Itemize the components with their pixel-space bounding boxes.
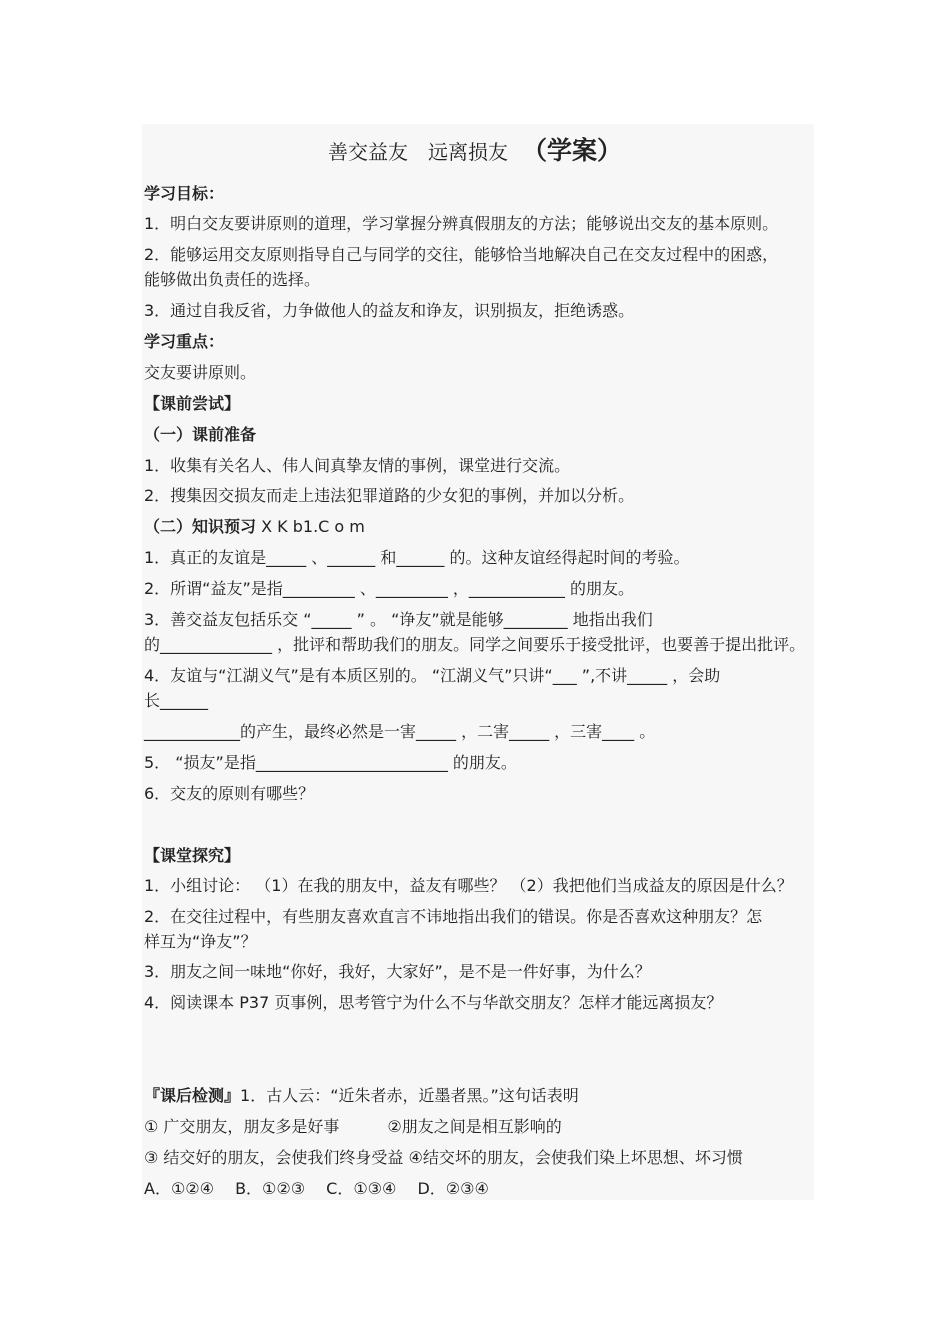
- prep-item: 1．收集有关名人、伟人间真挚友情的事例，课堂进行交流。: [144, 456, 571, 475]
- title-tag: （学案）: [521, 136, 622, 165]
- explore-item: 2．在交往过程中，有些朋友喜欢直言不讳地指出我们的错误。你是否喜欢这种朋友？怎: [144, 907, 763, 926]
- preview-item: 1．真正的友谊是_____ 、______ 和______ 的。这种友谊经得起时间的考验。: [144, 548, 690, 567]
- preview-heading-text: （二）知识预习: [144, 517, 257, 536]
- preview-item: 3．善交益友包括乐交 “_____ ” 。 “诤友”就是能够________ 地指出我们: [144, 610, 653, 629]
- preclass-heading: 【课前尝试】: [144, 394, 241, 413]
- preview-item: 2．所谓“益友”是指_________ 、_________ ，____________ 的朋友。: [144, 579, 635, 598]
- preview-item: 长______: [144, 691, 209, 710]
- explore-item: 样互为“诤友”？: [144, 932, 257, 951]
- explore-item: 4．阅读课本 P37 页事例，思考管宁为什么不与华歆交朋友？怎样才能远离损友？: [144, 993, 723, 1012]
- explore-item: 3．朋友之间一味地“你好，我好，大家好”，是不是一件好事，为什么？: [144, 962, 651, 981]
- page-title: [0, 135, 950, 168]
- prep-heading: （一）课前准备: [144, 425, 257, 444]
- goal-item: 2．能够运用交友原则指导自己与同学的交往，能够恰当地解决自己在交友过程中的困惑，: [144, 245, 779, 264]
- focus-text: 交友要讲原则。: [144, 363, 257, 382]
- posttest-choices: A．①②④ B．①②③ C．①③④ D．②③④: [144, 1179, 489, 1198]
- explore-item: 1．小组讨论： （1）在我的朋友中，益友有哪些？ （2）我把他们当成益友的原因是什么？: [144, 876, 793, 895]
- posttest-question: 1．古人云：“近朱者赤，近墨者黑。”这句话表明: [240, 1086, 579, 1105]
- preview-note: X K b1.C o m: [256, 517, 365, 536]
- explore-heading: 【课堂探究】: [144, 846, 241, 865]
- posttest-options-2: ③ 结交好的朋友，会使我们终身受益 ④结交坏的朋友，会使我们染上坏思想、坏习惯: [144, 1148, 743, 1167]
- posttest-heading: 『课后检测』: [144, 1086, 241, 1105]
- preview-item: 5． “损友”是指________________________ 的朋友。: [144, 753, 517, 772]
- prep-item: 2．搜集因交损友而走上违法犯罪道路的少女犯的事例，并加以分析。: [144, 486, 635, 505]
- posttest-line: [144, 1084, 579, 1108]
- preview-item: 6．交友的原则有哪些？: [144, 784, 315, 803]
- goal-item: 3．通过自我反省，力争做他人的益友和诤友，识别损友，拒绝诱惑。: [144, 301, 635, 320]
- preview-item: 的______________ ，批评和帮助我们的朋友。同学之间要乐于接受批评，也要善于提出批评。: [144, 635, 806, 654]
- goal-item: 能够做出负责任的选择。: [144, 270, 321, 289]
- preview-heading: [144, 515, 365, 539]
- preview-item: ____________的产生，最终必然是一害_____ ，二害_____ ，三害____ 。: [144, 722, 656, 741]
- preview-item: 4．友谊与“江湖义气”是有本质区别的。 “江湖义气”只讲“___ ”,不讲_____ ，会助: [144, 666, 721, 685]
- title-main: 善交益友 远离损友: [327, 140, 508, 164]
- focus-heading: 学习重点：: [144, 332, 225, 351]
- goals-heading: 学习目标：: [144, 184, 225, 203]
- goal-item: 1．明白交友要讲原则的道理，学习掌握分辨真假朋友的方法；能够说出交友的基本原则。: [144, 214, 779, 233]
- posttest-options-1: ① 广交朋友，朋友多是好事 ②朋友之间是相互影响的: [144, 1117, 562, 1136]
